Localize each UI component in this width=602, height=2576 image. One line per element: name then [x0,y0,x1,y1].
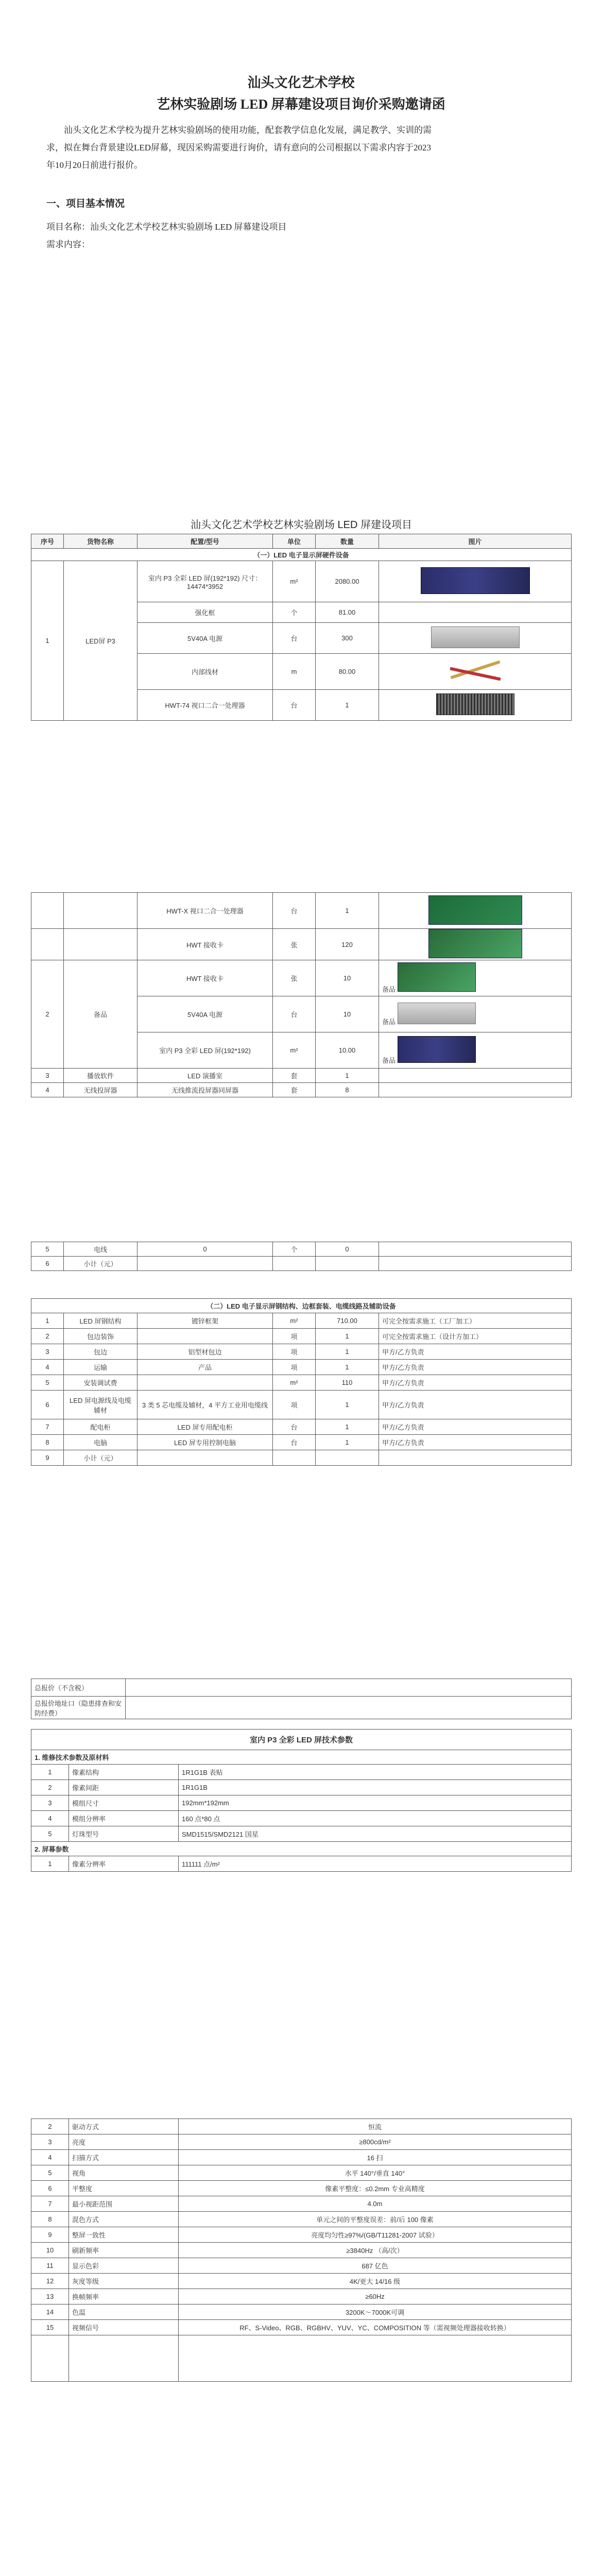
project-name: 项目名称：汕头文化艺术学校艺林实验剧场 LED 屏幕建设项目 [46,222,287,232]
table-row [31,1795,572,1811]
cell-value: 160 点*80 点 [179,1811,572,1826]
cell-spec: 产品 [137,1360,273,1375]
params-title: 室内 P3 全彩 LED 屏技术参数 [31,1730,572,1750]
cell-name: 配电柜 [64,1419,137,1435]
cell-name: 包边装饰 [64,1329,137,1344]
table4-params [31,2119,572,2382]
cell-key: 灯珠型号 [69,1826,179,1842]
cell-value: 111111 点/m² [179,1856,572,1872]
table-row [31,1765,572,1780]
cell-spec: LED 屏专用配电柜 [137,1419,273,1435]
cell-spec: HWT 接收卡 [137,960,273,996]
cell-qty: 110 [316,1375,379,1391]
cell-qty: 1 [316,1344,379,1360]
cell-unit: 项 [273,1329,316,1344]
table-row [31,1242,572,1257]
table-row: 7 最小视距范围 4.0m [31,2196,572,2212]
intro-line-2: 求，拟在舞台背景建设LED屏幕，现因采购需要进行询价，请有意向的公司根据以下需求内容于2023 [46,143,432,152]
cell-key: 像素间距 [69,1780,179,1795]
cell-no: 3 [31,1069,64,1083]
power-supply-image [431,626,520,648]
cell-qty: 1 [316,1360,379,1375]
cell-unit: 张 [273,960,316,996]
cell-name: 电脑 [64,1435,137,1450]
cell-name: LED 屏钢结构 [64,1313,137,1329]
cell-name: LED屏 P3 [64,561,137,721]
table1-continued [31,892,572,1097]
cell-note: 可完全按需求施工（设计方加工） [379,1329,572,1344]
total-price-label: 总报价（不含税） [31,1679,126,1697]
th-image: 图片 [379,534,572,549]
cell-no: 5 [31,1242,64,1257]
table-row: 10 刷新频率 ≥3840Hz （高/次） [31,2243,572,2258]
cell-no: 1 [31,561,64,721]
table-row: 8 混色方式 单元之间的平整度误差：前/后 100 像素 [31,2212,572,2227]
table-row [31,1780,572,1795]
cell-key: 像素结构 [69,1765,179,1780]
cell-unit: m² [273,561,316,602]
cell-qty: 8 [316,1083,379,1097]
cell-spec: HWT-X 视口二合一处理器 [137,893,273,929]
needs-label: 需求内容： [46,240,90,249]
cell-qty: 80.00 [316,654,379,690]
cell-spec: 5V40A 电源 [137,623,273,654]
cell-note: 甲方/乙方负责 [379,1360,572,1375]
intro-line-3: 年10月20日前进行报价。 [46,160,143,170]
cell-no: 2 [31,1329,64,1344]
table-row: 12 灰度等级 4K/更大 14/16 级 [31,2274,572,2289]
cell-unit: 项 [273,1344,316,1360]
cell-no: 5 [31,1826,69,1842]
cell-value: 192mm*192mm [179,1795,572,1811]
table-row [31,1856,572,1872]
cell-name: 包边 [64,1344,137,1360]
cell-no: 3 [31,1344,64,1360]
cell-note: 甲方/乙方负责 [379,1391,572,1419]
led-panel-image [421,567,530,594]
cell-unit: 张 [273,929,316,960]
cell-no: 1 [31,1856,69,1872]
cell-value: 1R1G1B [179,1780,572,1795]
th-qty: 数量 [316,534,379,549]
table-row [31,1450,572,1466]
cell-no: 6 [31,1257,64,1271]
table-row: 11 显示色彩 687 亿色 [31,2258,572,2274]
cell-no: 4 [31,1811,69,1826]
table-row [31,1360,572,1375]
cell-spec: HWT-74 视口二合一处理器 [137,690,273,721]
cell-spec: 3 类 5 芯电缆及辅材，4 平方工业用电缆线 [137,1391,273,1419]
table-row: 15 视频信号 RF、S-Video、RGB、RGBHV、YUV、YC、COMPOSITION 等（需视频处理器接收转换） [31,2320,572,2335]
cell-unit: 项 [273,1391,316,1419]
cell-no: 5 [31,1375,64,1391]
table3-totals [31,1679,572,1719]
cell-no: 1 [31,1313,64,1329]
document-title: 艺林实验剧场 LED 屏幕建设项目询价采购邀请函 [157,97,445,112]
table-row [31,1826,572,1842]
cell-spec: LED 屏专用控制电脑 [137,1435,273,1450]
cell-value: 1R1G1B 表贴 [179,1765,572,1780]
cell-no: 4 [31,1083,64,1097]
params-section-1: 1. 维修技术参数及原材料 [31,1750,572,1765]
cell-qty: 1 [316,1069,379,1083]
spare-label: 备品 [382,986,396,993]
org-title: 汕头文化艺术学校 [247,75,355,90]
cell-qty: 1 [316,893,379,929]
cell-name: 播放软件 [64,1069,137,1083]
cell-no: 1 [31,1765,69,1780]
cell-qty: 10 [316,996,379,1032]
cell-qty: 1 [316,1329,379,1344]
table-row: 5 视角 水平 140°/垂直 140° [31,2165,572,2181]
cell-unit: m [273,654,316,690]
spare-psu-image [398,1003,476,1024]
cell-key: 模组尺寸 [69,1795,179,1811]
table-row [31,1344,572,1360]
cell-unit: m² [273,1032,316,1069]
cell-name: 安装调试费 [64,1375,137,1391]
group-row: （一）LED 电子显示屏硬件设备 [31,549,572,561]
spare-label: 备品 [382,1018,396,1026]
cell-qty: 710.00 [316,1313,379,1329]
th-unit: 单位 [273,534,316,549]
table-row [31,1083,572,1097]
cell-name: 无线投屏器 [64,1083,137,1097]
cell-note: 甲方/乙方负责 [379,1419,572,1435]
cell-spec: 内部线材 [137,654,273,690]
table-row: 9 整屏一致性 亮度均匀性≥97%/(GB/T11281-2007 试验） [31,2227,572,2243]
cell-unit: 台 [273,623,316,654]
cell-spec: 强化框 [137,602,273,623]
cell-no: 9 [31,1450,64,1466]
cell-note: 可完全按需求施工（工厂加工） [379,1313,572,1329]
section-heading-1: 一、项目基本情况 [46,198,125,209]
cell-no: 3 [31,1795,69,1811]
cell-qty: 1 [316,1435,379,1450]
cell-name: 电线 [64,1242,137,1257]
cell-note: 甲方/乙方负责 [379,1375,572,1391]
table-row [31,893,572,929]
ribbon-cable-image [436,693,514,715]
th-spec: 配置/型号 [137,534,273,549]
cell-spec [137,1375,273,1391]
cell-name: 小计（元） [64,1450,137,1466]
cell-qty: 10 [316,960,379,996]
table1 [31,534,572,721]
table-row: 3 亮度 ≥800cd/m² [31,2134,572,2150]
cell-unit: 套 [273,1069,316,1083]
cell-no: 7 [31,1419,64,1435]
cell-name: LED 屏电源线及电缆辅材 [64,1391,137,1419]
processor-image [428,895,522,925]
cell-name: 小计（元） [64,1257,137,1271]
cell-qty: 10.00 [316,1032,379,1069]
table-row [31,1435,572,1450]
th-no: 序号 [31,534,64,549]
cell-qty: 300 [316,623,379,654]
table-row [31,1313,572,1329]
cell-qty: 81.00 [316,602,379,623]
cell-unit: 台 [273,690,316,721]
cell-unit: 台 [273,893,316,929]
cell-spec: HWT 接收卡 [137,929,273,960]
cell-spec: LED 演播室 [137,1069,273,1083]
spare-card-image [398,962,476,992]
table-row: 2 驱动方式 恒流 [31,2119,572,2134]
params-section-2: 2. 屏幕参数 [31,1842,572,1856]
table-row [31,1375,572,1391]
cell-unit: 台 [273,1435,316,1450]
table-row: 6 平整度 像素平整度：≤0.2mm 专业高精度 [31,2181,572,2196]
cell-note: 甲方/乙方负责 [379,1435,572,1450]
table-row [31,2335,572,2382]
table-row [31,1419,572,1435]
cell-unit: 个 [273,602,316,623]
cell-no: 8 [31,1435,64,1450]
cell-qty: 2080.00 [316,561,379,602]
table-row [31,1391,572,1419]
cell-key: 模组分辨率 [69,1811,179,1826]
spare-panel-image [398,1036,476,1063]
cell-qty: 0 [316,1242,379,1257]
cell-value: SMD1515/SMD2121 国星 [179,1826,572,1842]
cell-unit: 套 [273,1083,316,1097]
receiver-card-image [428,929,522,958]
cell-spec: 镀锌框架 [137,1313,273,1329]
table1-title: 汕头文化艺术学校艺林实验剧场 LED 屏建设项目 [190,519,412,531]
table-row [31,1811,572,1826]
cell-no: 2 [31,1780,69,1795]
table2 [31,1242,572,1271]
spare-label: 备品 [382,1056,396,1064]
cell-no: 2 [31,960,64,1069]
cell-key: 像素分辨率 [69,1856,179,1872]
cell-no: 4 [31,1360,64,1375]
table-row [31,1069,572,1083]
cell-image [379,561,572,602]
table-row: 13 换帧频率 ≥60Hz [31,2289,572,2304]
table-row [31,561,572,602]
table-row [31,1329,572,1344]
table-row [31,929,572,960]
table2-main [31,1298,572,1466]
intro-paragraph [46,122,556,174]
cell-qty: 1 [316,690,379,721]
cell-unit: m² [273,1313,316,1329]
cell-spec [137,1329,273,1344]
cell-spec: 无线推流投屏器同屏器 [137,1083,273,1097]
cell-name: 运输 [64,1360,137,1375]
cell-name: 备品 [64,960,137,1069]
th-name: 货物名称 [64,534,137,549]
cell-unit: 台 [273,1419,316,1435]
cell-no: 6 [31,1391,64,1419]
cell-unit: 台 [273,996,316,1032]
table-row: 4 扫描方式 16 扫 [31,2150,572,2165]
table-row [31,1257,572,1271]
table-row [31,960,572,996]
group-row: （二）LED 电子显示屏钢结构、边框套装、电缆线路及辅助设备 [31,1299,572,1313]
cable-image [444,658,506,684]
total-price-alt-label: 总报价地址口（隐患排查和安防经费） [31,1697,126,1719]
cell-qty: 120 [316,929,379,960]
cell-spec: 室内 P3 全彩 LED 屏(192*192) [137,1032,273,1069]
cell-spec: 0 [137,1242,273,1257]
cell-qty: 1 [316,1391,379,1419]
cell-spec: 铝型材包边 [137,1344,273,1360]
intro-line-1: 汕头文化艺术学校为提升艺林实验剧场的使用功能，配套教学信息化发展，满足教学、实训的需 [64,125,432,135]
cell-unit: 个 [273,1242,316,1257]
cell-unit: m² [273,1375,316,1391]
cell-unit: 项 [273,1360,316,1375]
table-row: 14 色温 3200K～7000K可调 [31,2304,572,2320]
cell-note: 甲方/乙方负责 [379,1344,572,1360]
cell-qty: 1 [316,1419,379,1435]
table3-params [31,1729,572,1872]
cell-spec: 5V40A 电源 [137,996,273,1032]
cell-spec: 室内 P3 全彩 LED 屏(192*192) 尺寸：14474*3952 [137,561,273,602]
